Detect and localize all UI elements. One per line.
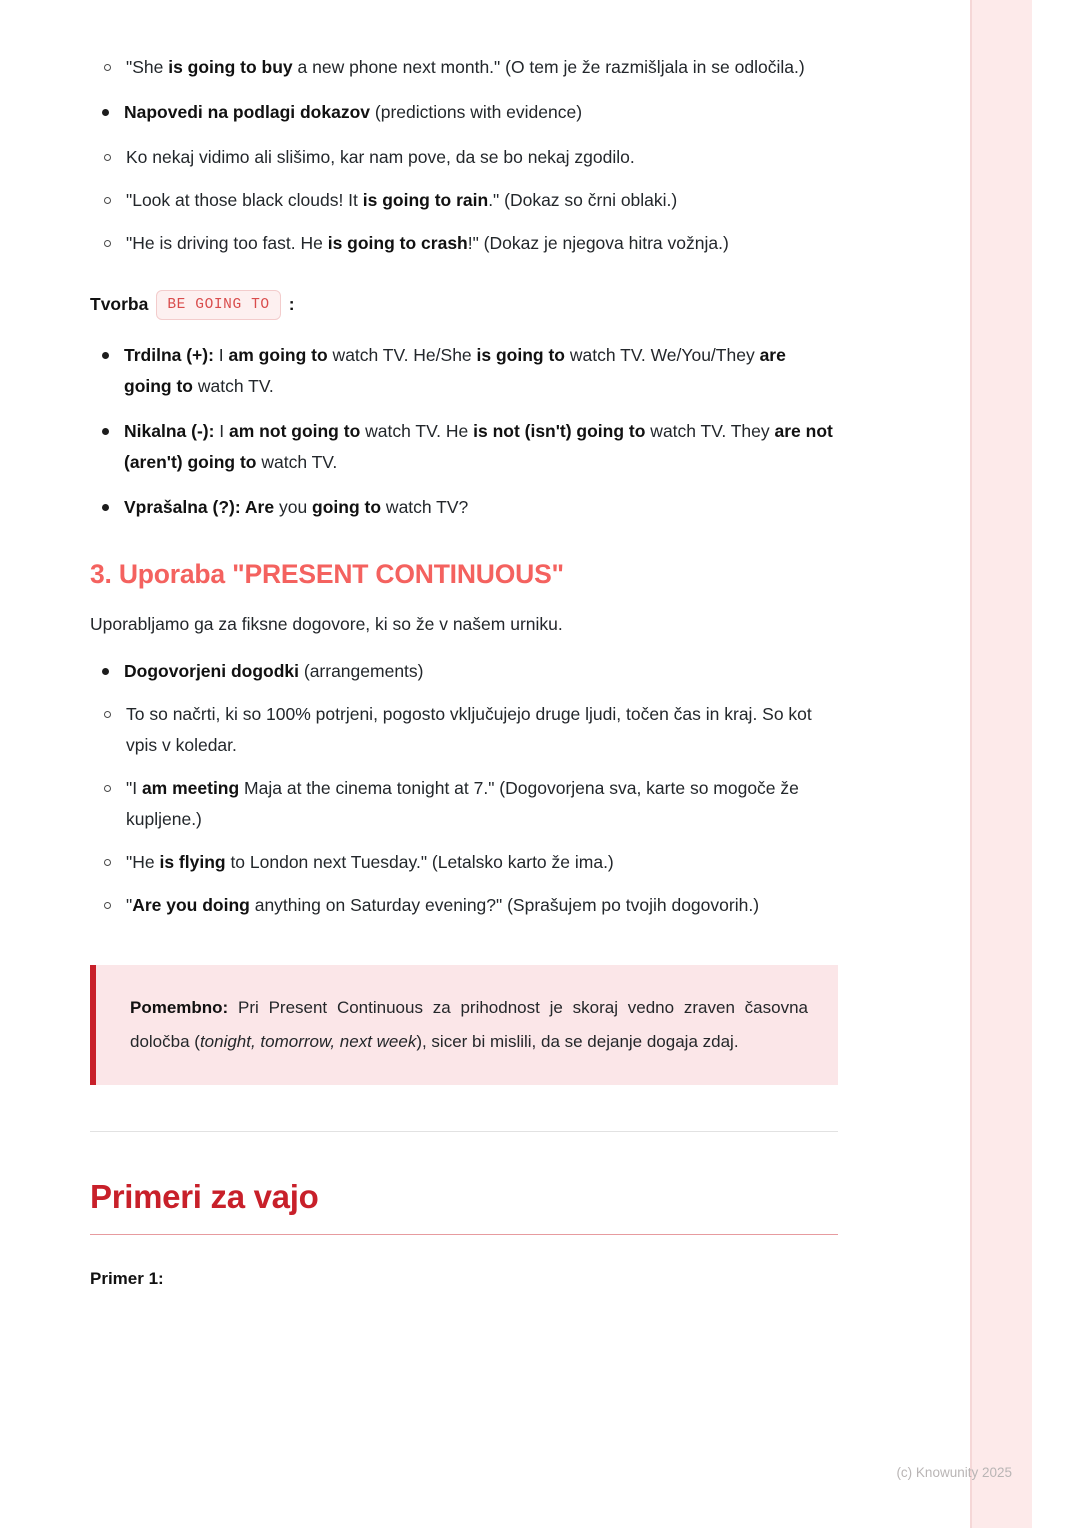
examples-heading-rule: [90, 1234, 838, 1235]
code-chip-be-going-to: BE GOING TO: [156, 290, 280, 320]
important-callout: Pomembno: Pri Present Continuous za prihodnost je skoraj vedno zraven časovna določba (tonight, tomorrow, next week), sicer bi mislili, da se dejanje dogaja zdaj.: [90, 965, 838, 1085]
tvorba-colon: :: [288, 294, 295, 314]
arrangements-sublist: [90, 699, 838, 921]
list-item: "He is flying to London next Tuesday." (Letalsko karto že ima.): [126, 847, 838, 878]
intentions-sublist: [90, 52, 838, 83]
list-item: "She is going to buy a new phone next month." (O tem je že razmišljala in se odločila.): [126, 52, 838, 83]
example-1-label: Primer 1:: [90, 1269, 164, 1288]
list-item: Vprašalna (?): Are you going to watch TV?: [124, 492, 838, 523]
section-heading-present-continuous: 3. Uporaba "PRESENT CONTINUOUS": [90, 559, 564, 589]
page-side-rule: [970, 0, 972, 1528]
list-item: "Look at those black clouds! It is going to rain." (Dokaz so črni oblaki.): [126, 185, 838, 216]
list-item: To so načrti, ki so 100% potrjeni, pogosto vključujejo druge ljudi, točen čas in kraj. So kot vpis v koledar.: [126, 699, 838, 761]
list-item: Trdilna (+): I am going to watch TV. He/She is going to watch TV. We/You/They are going to watch TV.: [124, 340, 838, 402]
list-item: Nikalna (-): I am not going to watch TV. He is not (isn't) going to watch TV. They are not (aren't) going to watch TV.: [124, 416, 838, 478]
evidence-list: [90, 97, 838, 128]
footer-copyright: (c) Knowunity 2025: [896, 1465, 1012, 1480]
examples-heading: Primeri za vajo: [90, 1178, 319, 1215]
arrangements-list: [90, 656, 838, 687]
page-side-strip: [972, 0, 1032, 1528]
tvorba-line: [90, 289, 838, 320]
list-item: Dogovorjeni dogodki (arrangements): [124, 656, 838, 687]
document-content: [90, 40, 838, 1293]
evidence-sublist: [90, 142, 838, 259]
list-item: Ko nekaj vidimo ali slišimo, kar nam pove, da se bo nekaj zgodilo.: [126, 142, 838, 173]
list-item: "He is driving too fast. He is going to crash!" (Dokaz je njegova hitra vožnja.): [126, 228, 838, 259]
section-intro-paragraph: Uporabljamo ga za fiksne dogovore, ki so že v našem urniku.: [90, 614, 563, 634]
list-item: "I am meeting Maja at the cinema tonight at 7." (Dogovorjena sva, karte so mogoče že kupljene.): [126, 773, 838, 835]
list-item: "Are you doing anything on Saturday evening?" (Sprašujem po tvojih dogovorih.): [126, 890, 838, 921]
list-item: Napovedi na podlagi dokazov (predictions with evidence): [124, 97, 838, 128]
tvorba-label: Tvorba: [90, 294, 149, 314]
section-divider: [90, 1131, 838, 1132]
forms-list: [90, 340, 838, 523]
